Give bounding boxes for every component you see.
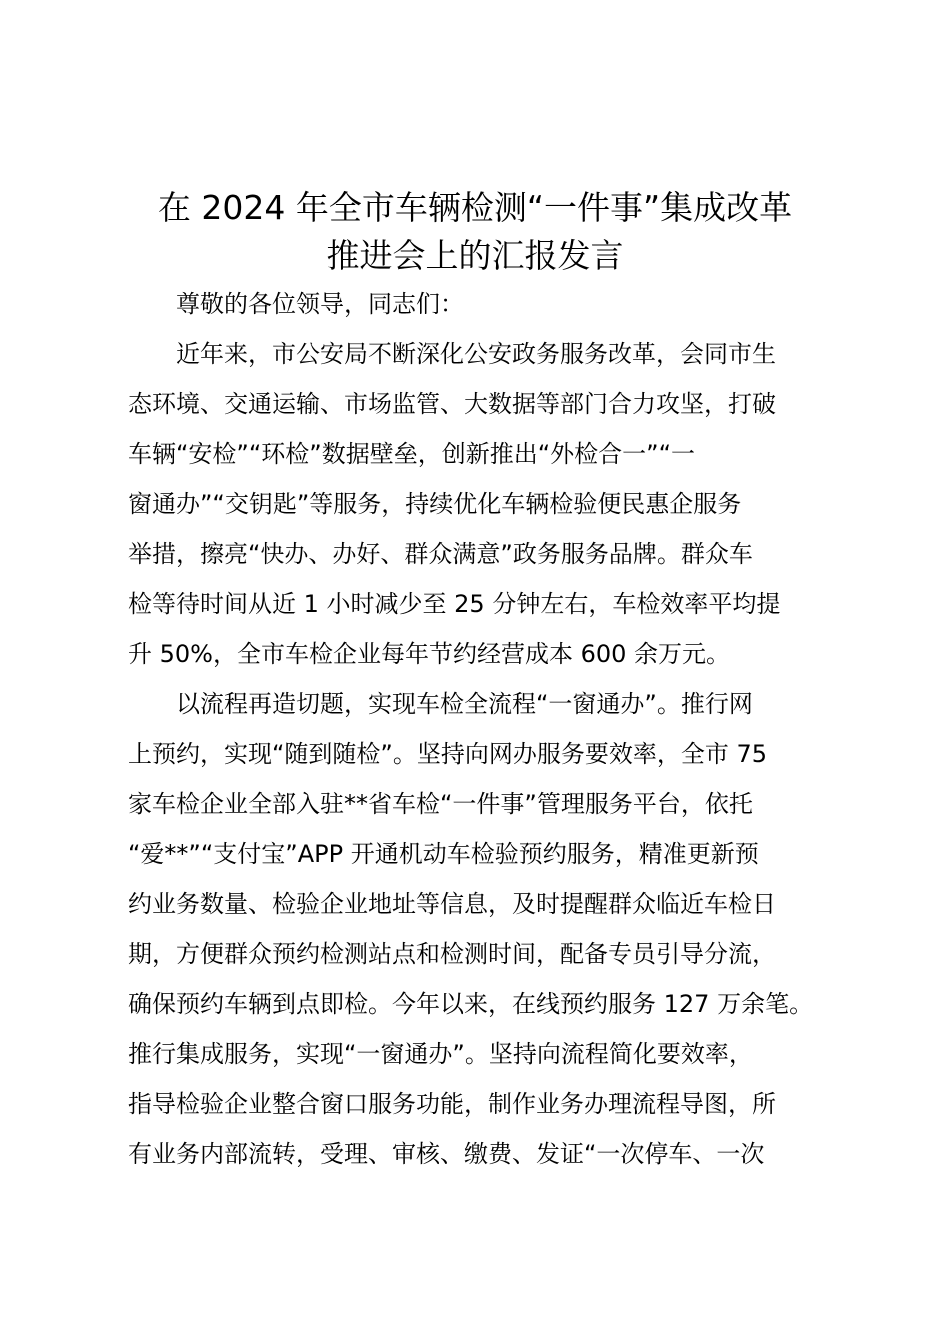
body-line: 态环境、交通运输、市场监管、大数据等部门合力攻坚，打破 xyxy=(128,390,776,418)
body-line: 家车检企业全部入驻**省车检“一件事”管理服务平台，依托 xyxy=(128,790,753,818)
document-title-line-2: 推进会上的汇报发言 xyxy=(326,236,624,275)
salutation: 尊敬的各位领导，同志们： xyxy=(176,290,464,318)
body-line: 上预约，实现“随到随检”。坚持向网办服务要效率，全市 75 xyxy=(128,740,768,768)
body-line: 期，方便群众预约检测站点和检测时间，配备专员引导分流， xyxy=(128,940,776,968)
body-line: 约业务数量、检验企业地址等信息，及时提醒群众临近车检日 xyxy=(128,890,776,918)
body-line: 车辆“安检”“环检”数据壁垒，创新推出“外检合一”“一 xyxy=(128,440,696,468)
body-line: 指导检验企业整合窗口服务功能，制作业务办理流程导图，所 xyxy=(128,1090,776,1118)
body-line: 近年来，市公安局不断深化公安政务服务改革，会同市生 xyxy=(176,340,776,368)
body-line: 以流程再造切题，实现车检全流程“一窗通办”。推行网 xyxy=(176,690,753,718)
body-line: “爱**”“支付宝”APP 开通机动车检验预约服务，精准更新预 xyxy=(128,840,759,868)
body-line: 窗通办”“交钥匙”等服务，持续优化车辆检验便民惠企服务 xyxy=(128,490,742,518)
body-line: 确保预约车辆到点即检。今年以来，在线预约服务 127 万余笔。 xyxy=(128,990,814,1018)
body-line: 检等待时间从近 1 小时减少至 25 分钟左右，车检效率平均提 xyxy=(128,590,781,618)
document-title-line-1: 在 2024 年全市车辆检测“一件事”集成改革 xyxy=(157,188,793,227)
body-line: 升 50%，全市车检企业每年节约经营成本 600 余万元。 xyxy=(128,640,731,668)
body-line: 推行集成服务，实现“一窗通办”。坚持向流程简化要效率， xyxy=(128,1040,753,1068)
body-line: 有业务内部流转，受理、审核、缴费、发证“一次停车、一次 xyxy=(128,1140,765,1168)
body-line: 举措，擦亮“快办、办好、群众满意”政务服务品牌。群众车 xyxy=(128,540,753,568)
